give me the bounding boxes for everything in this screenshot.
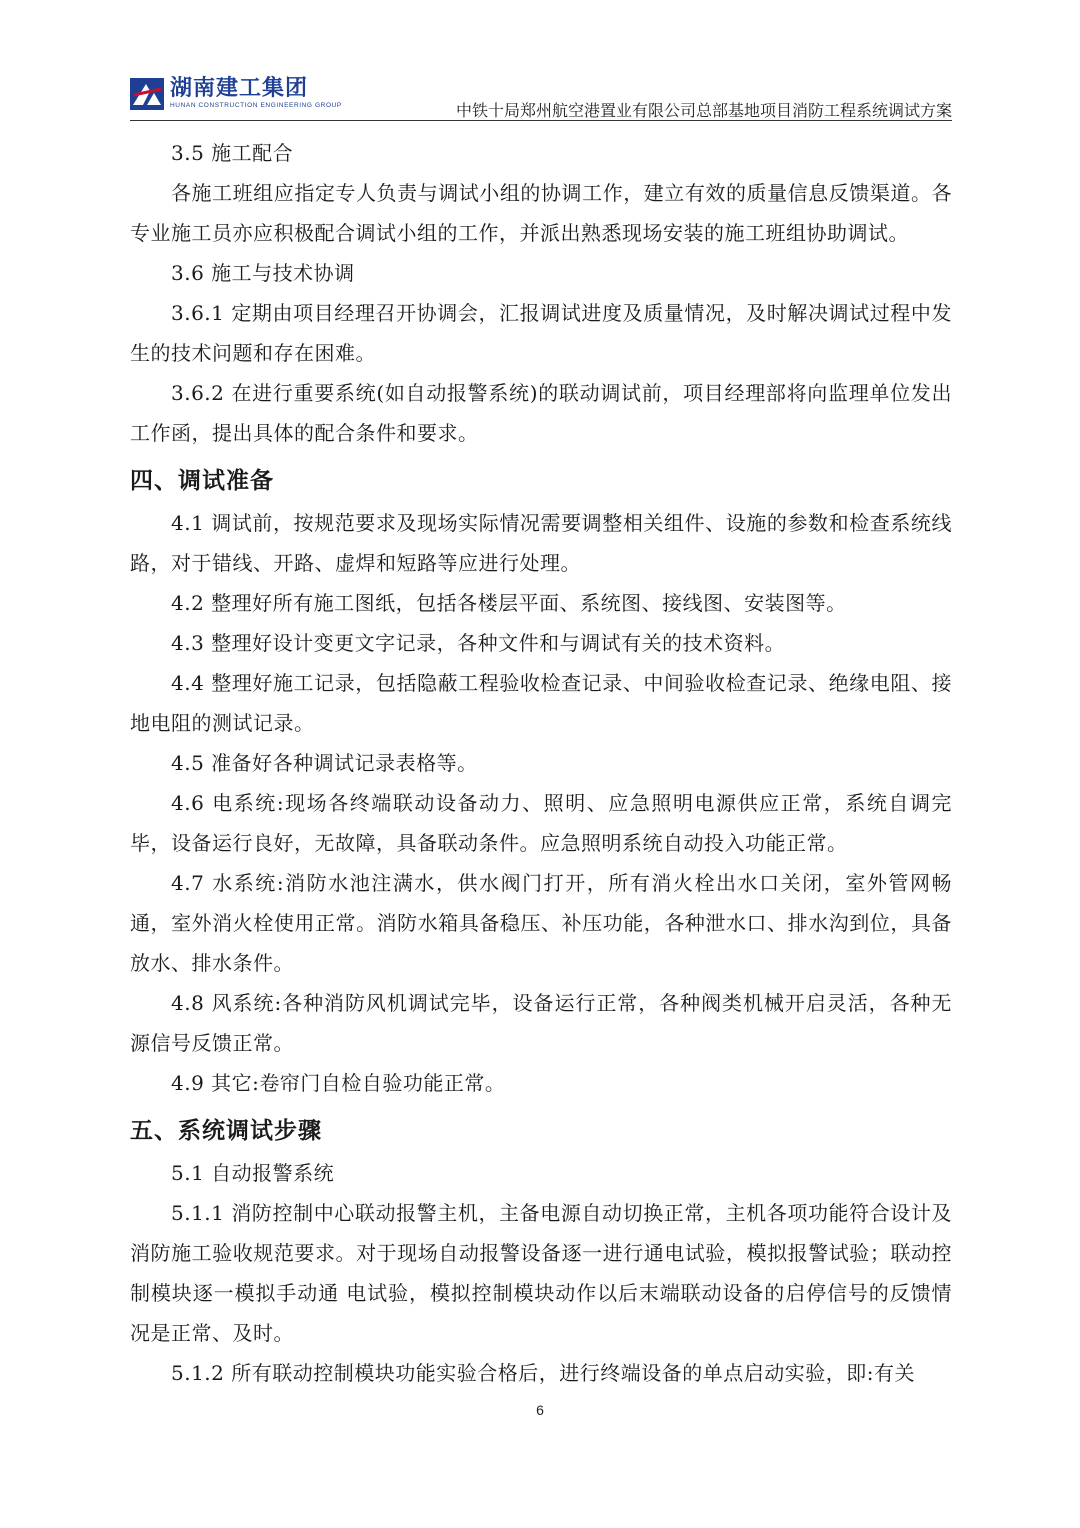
logo-chinese-text: 湖南建工集团 xyxy=(170,76,309,101)
paragraph-4-4: 4.4 整理好施工记录，包括隐蔽工程验收检查记录、中间验收检查记录、绝缘电阻、接地电阻的测试记录。 xyxy=(130,671,952,735)
paragraph-3-6-2: 3.6.2 在进行重要系统(如自动报警系统)的联动调试前，项目经理部将向监理单位发出工作函，提出具体的配合条件和要求。 xyxy=(130,381,952,445)
paragraph-4-7: 4.7 水系统:消防水池注满水，供水阀门打开，所有消火栓出水口关闭，室外管网畅通，室外消火栓使用正常。消防水箱具备稳压、补压功能，各种泄水口、排水沟到位，具备放水、排水条件。 xyxy=(130,871,952,975)
paragraph-4-8: 4.8 风系统:各种消防风机调试完毕，设备运行正常，各种阀类机械开启灵活，各种无源信号反馈正常。 xyxy=(130,991,952,1055)
page-number: 6 xyxy=(536,1402,544,1418)
hunan-construction-logo-icon xyxy=(130,78,164,110)
paragraph-4-3: 4.3 整理好设计变更文字记录，各种文件和与调试有关的技术资料。 xyxy=(171,631,786,655)
paragraph-5-1-2: 5.1.2 所有联动控制模块功能实验合格后，进行终端设备的单点启动实验，即:有关 xyxy=(171,1361,915,1385)
logo-english-text: HUNAN CONSTRUCTION ENGINEERING GROUP xyxy=(170,102,342,109)
paragraph-4-1: 4.1 调试前，按规范要求及现场实际情况需要调整相关组件、设施的参数和检查系统线路，对于错线、开路、虚焊和短路等应进行处理。 xyxy=(130,511,952,575)
document-body xyxy=(130,133,952,1393)
subheading-5-1: 5.1 自动报警系统 xyxy=(171,1161,335,1185)
paragraph-3-5: 各施工班组应指定专人负责与调试小组的协调工作，建立有效的质量信息反馈渠道。各专业施工员亦应积极配合调试小组的工作，并派出熟悉现场安装的施工班组协助调试。 xyxy=(130,181,952,245)
subheading-3-5: 3.5 施工配合 xyxy=(171,141,294,165)
paragraph-4-9: 4.9 其它:卷帘门自检自验功能正常。 xyxy=(171,1071,506,1095)
page-header xyxy=(130,76,952,122)
paragraph-3-6-1: 3.6.1 定期由项目经理召开协调会，汇报调试进度及质量情况，及时解决调试过程中发生的技术问题和存在困难。 xyxy=(130,301,952,365)
header-divider xyxy=(130,120,952,121)
paragraph-4-5: 4.5 准备好各种调试记录表格等。 xyxy=(171,751,478,775)
section-heading-4: 四、调试准备 xyxy=(130,468,274,494)
section-heading-5: 五、系统调试步骤 xyxy=(130,1118,322,1144)
document-title: 中铁十局郑州航空港置业有限公司总部基地项目消防工程系统调试方案 xyxy=(455,101,952,120)
paragraph-4-2: 4.2 整理好所有施工图纸，包括各楼层平面、系统图、接线图、安装图等。 xyxy=(171,591,847,615)
paragraph-4-6: 4.6 电系统:现场各终端联动设备动力、照明、应急照明电源供应正常，系统自调完毕，设备运行良好，无故障，具备联动条件。应急照明系统自动投入功能正常。 xyxy=(130,791,952,855)
subheading-3-6: 3.6 施工与技术协调 xyxy=(171,261,355,285)
company-logo xyxy=(130,76,342,120)
paragraph-5-1-1: 5.1.1 消防控制中心联动报警主机，主备电源自动切换正常，主机各项功能符合设计及消防施工验收规范要求。对于现场自动报警设备逐一进行通电试验，模拟报警试验；联动控制模块逐一模拟手动通 电试验，模拟控制模块动作以后末端联动设备的启停信号的反馈情况是正常、及时。 xyxy=(130,1201,952,1345)
